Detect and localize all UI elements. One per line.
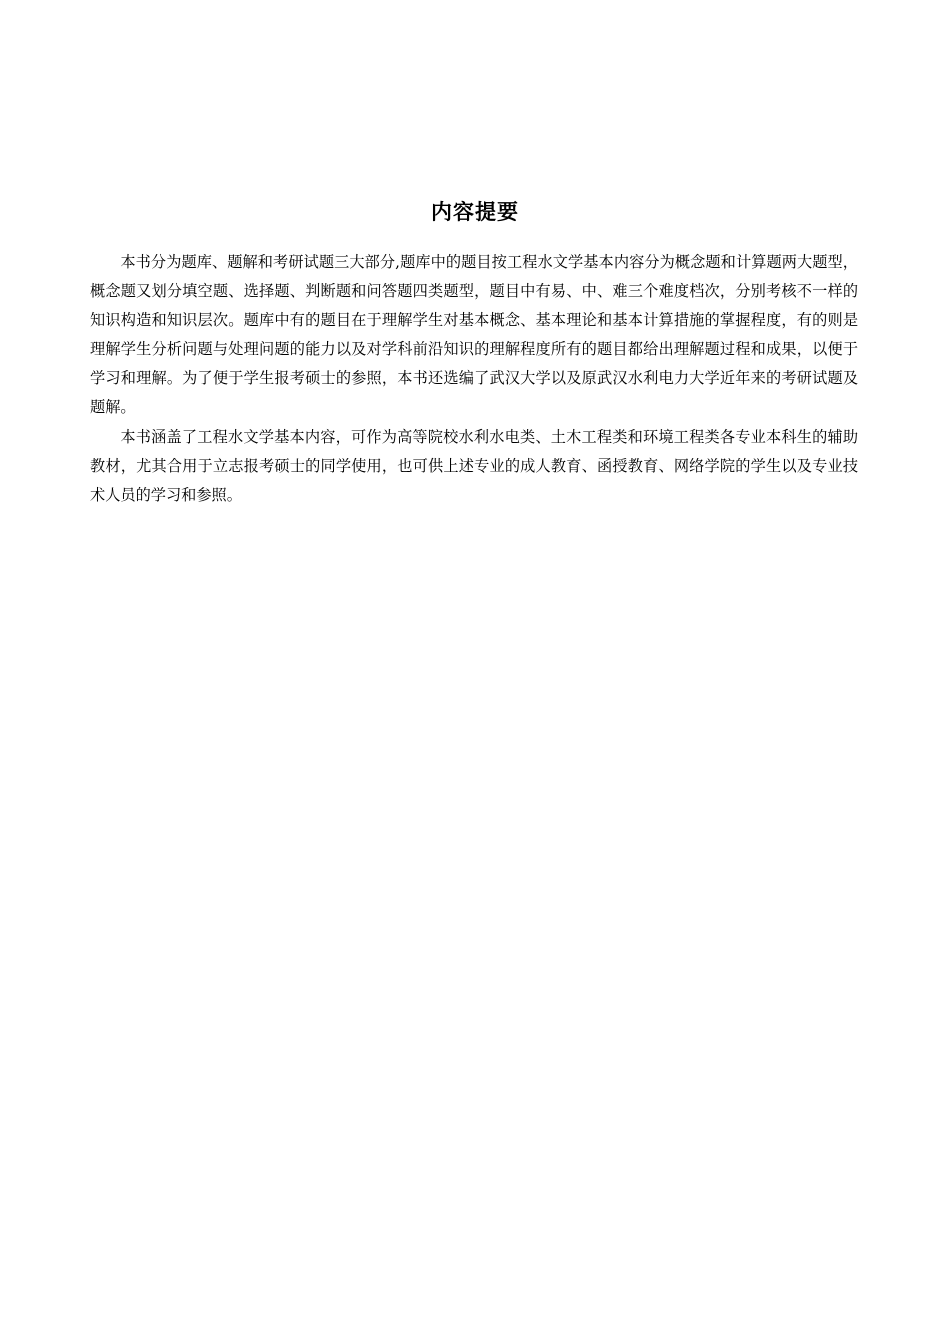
page-title: 内容提要 — [431, 199, 519, 224]
summary-body — [90, 248, 858, 510]
summary-paragraph-2: 本书涵盖了工程水文学基本内容，可作为高等院校水利水电类、土木工程类和环境工程类各专业本科生的辅助教材，尤其合用于立志报考硕士的同学使用，也可供上述专业的成人教育、函授教育、网络学院的学生以及专业技术人员的学习和参照。 — [90, 428, 858, 504]
summary-paragraph-1: 本书分为题库、题解和考研试题三大部分,题库中的题目按工程水文学基本内容分为概念题和计算题两大题型，概念题又划分填空题、选择题、判断题和问答题四类题型，题目中有易、中、难三个难度档次，分别考核不一样的知识构造和知识层次。题库中有的题目在于理解学生对基本概念、基本理论和基本计算措施的掌握程度，有的则是理解学生分析问题与处理问题的能力以及对学科前沿知识的理解程度所有的题目都给出理解题过程和成果，以便于学习和理解。为了便于学生报考硕士的参照，本书还选编了武汉大学以及原武汉水利电力大学近年来的考研试题及题解。 — [90, 253, 858, 416]
